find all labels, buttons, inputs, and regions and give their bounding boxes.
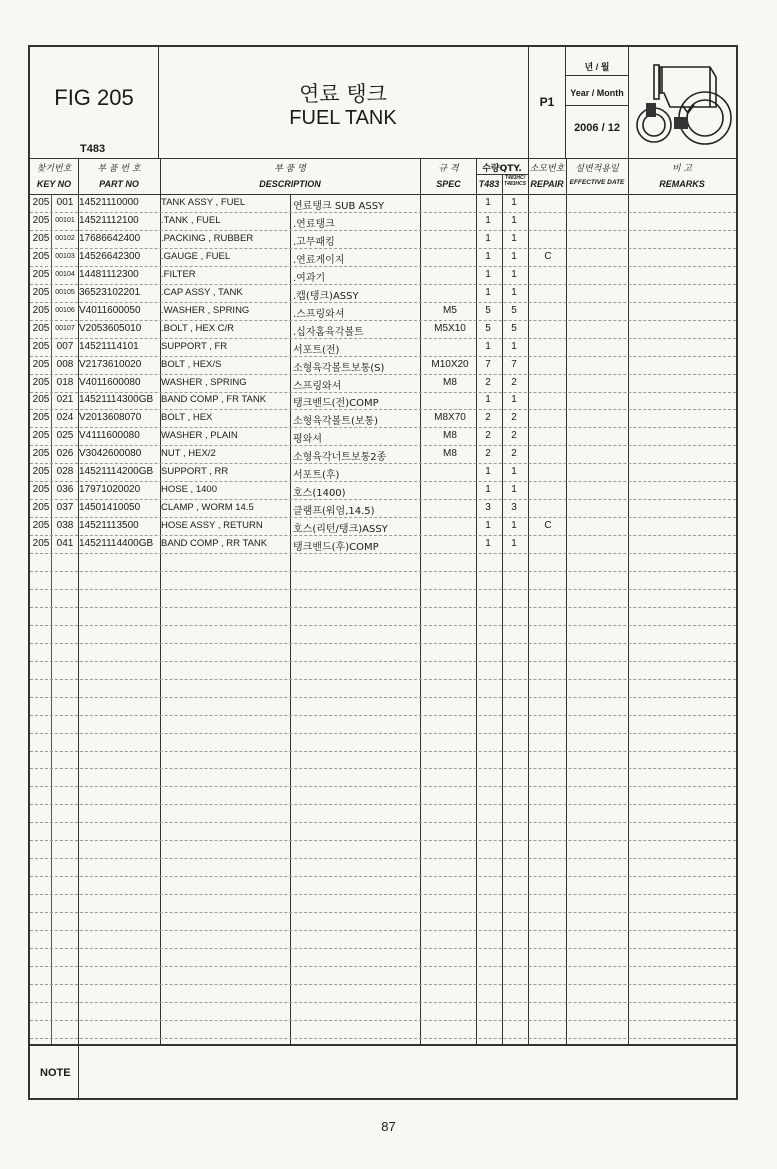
cell-pn: V4111600080 xyxy=(79,430,140,442)
cell-k1: 205 xyxy=(32,502,50,514)
cell-desc: .GAUGE , FUEL xyxy=(161,250,231,262)
cell-q1: 5 xyxy=(485,304,491,316)
cell-k1: 205 xyxy=(32,214,50,226)
tractor-icon xyxy=(630,55,734,151)
empty-row xyxy=(30,750,736,769)
col-repair-ko: 소모번호 xyxy=(529,164,565,174)
page-code: P1 xyxy=(539,95,555,109)
cell-q1: 1 xyxy=(485,250,491,262)
cell-q2: 1 xyxy=(511,340,517,352)
empty-row xyxy=(30,643,736,662)
cell-k1: 205 xyxy=(32,376,50,388)
empty-row xyxy=(30,894,736,913)
cell-ko: 소형육각너트보통2종 xyxy=(293,452,387,464)
cell-k2: 036 xyxy=(56,484,74,496)
cell-k2: 007 xyxy=(56,340,74,352)
cell-ko: 소형육각볼트(보통) xyxy=(293,416,379,428)
cell-q2: 1 xyxy=(511,466,517,478)
cell-desc: .BOLT , HEX C/R xyxy=(161,322,235,334)
cell-k1: 205 xyxy=(32,268,50,280)
cell-ko: 호스(1400) xyxy=(293,488,346,500)
table-row xyxy=(30,499,736,518)
table-row xyxy=(30,194,736,213)
col-key-ko: 찾기번호 xyxy=(36,164,72,174)
table-row xyxy=(30,248,736,267)
cell-k2: 018 xyxy=(56,376,74,388)
cell-ko: 스프링와셔 xyxy=(293,380,342,392)
sheet-header xyxy=(30,47,736,159)
cell-desc: .FILTER xyxy=(161,268,196,280)
cell-k1: 205 xyxy=(32,286,50,298)
cell-pn: 36523102201 xyxy=(79,286,141,298)
cell-q1: 1 xyxy=(485,394,491,406)
cell-spec: M8 xyxy=(443,430,457,442)
empty-row xyxy=(30,607,736,626)
table-row xyxy=(30,463,736,482)
cell-ko: .스프링와셔 xyxy=(293,308,345,320)
table-row xyxy=(30,445,736,464)
cell-q1: 1 xyxy=(485,466,491,478)
empty-row xyxy=(30,822,736,841)
model-code: T483 xyxy=(80,143,106,155)
cell-ko: 탱크밴드(전)COMP xyxy=(293,398,379,410)
empty-row xyxy=(30,625,736,644)
table-row xyxy=(30,427,736,446)
cell-k1: 205 xyxy=(32,448,50,460)
cell-desc: .PACKING , RUBBER xyxy=(161,232,254,244)
col-desc-ko: 부 품 명 xyxy=(274,164,306,174)
cell-q2: 1 xyxy=(511,214,517,226)
empty-row xyxy=(30,984,736,1003)
cell-q2: 1 xyxy=(511,484,517,496)
cell-k2: 001 xyxy=(56,197,74,208)
cell-q2: 5 xyxy=(511,304,517,316)
year-month-korean: 년 / 월 xyxy=(584,62,610,72)
empty-row xyxy=(30,661,736,680)
cell-ko: 서포트(후) xyxy=(293,470,340,482)
cell-desc: BOLT , HEX/S xyxy=(161,358,222,370)
cell-k1: 205 xyxy=(32,538,50,550)
parts-sheet xyxy=(28,45,738,1100)
cell-desc: BOLT , HEX xyxy=(161,412,213,424)
cell-k1: 205 xyxy=(32,484,50,496)
cell-pn: 14521114200GB xyxy=(79,466,154,478)
cell-desc: HOSE ASSY , RETURN xyxy=(161,520,263,532)
cell-spec: M10X20 xyxy=(431,358,469,370)
cell-k2: 024 xyxy=(56,412,74,424)
cell-spec: M8 xyxy=(443,448,457,460)
table-row xyxy=(30,212,736,231)
cell-pn: 14521114400GB xyxy=(79,538,154,550)
cell-q1: 7 xyxy=(485,358,491,370)
cell-k2: 00106 xyxy=(55,306,75,314)
table-row xyxy=(30,284,736,303)
cell-k2: 038 xyxy=(56,520,74,532)
cell-rep: C xyxy=(544,520,552,532)
cell-pn: 14521114101 xyxy=(79,340,139,352)
cell-q1: 2 xyxy=(485,376,491,388)
table-row xyxy=(30,391,736,410)
cell-ko: 소형육각볼트보통(S) xyxy=(293,362,385,374)
cell-pn: V2053605010 xyxy=(79,322,142,334)
empty-row xyxy=(30,553,736,572)
table-row xyxy=(30,338,736,357)
cell-ko: .십자홈육각볼트 xyxy=(293,326,364,338)
cell-q1: 3 xyxy=(485,502,491,514)
cell-ko: .연료탱크 xyxy=(293,218,335,230)
col-effective: EFFECTIVE DATE xyxy=(569,179,625,186)
empty-row xyxy=(30,589,736,608)
cell-pn: 14481112300 xyxy=(79,268,139,280)
cell-spec: M5 xyxy=(443,304,457,316)
table-row xyxy=(30,517,736,536)
cell-pn: V2173610020 xyxy=(79,358,142,370)
cell-q1: 1 xyxy=(485,268,491,280)
title-english: FUEL TANK xyxy=(289,107,397,129)
cell-k2: 00104 xyxy=(55,270,75,278)
cell-q1: 2 xyxy=(485,412,491,424)
table-row xyxy=(30,320,736,339)
cell-k1: 205 xyxy=(32,322,50,334)
cell-q2: 2 xyxy=(511,412,517,424)
cell-k2: 037 xyxy=(56,502,74,514)
cell-q2: 1 xyxy=(511,232,517,244)
cell-desc: BAND COMP , RR TANK xyxy=(161,538,268,550)
col-remarks: REMARKS xyxy=(659,179,705,189)
cell-q1: 1 xyxy=(485,484,491,496)
empty-row xyxy=(30,697,736,716)
cell-pn: 14521113500 xyxy=(79,520,139,532)
cell-k1: 205 xyxy=(32,466,50,478)
col-qty-sub: T483HC/ T483HCS xyxy=(504,175,526,187)
col-qty-t483: T483 xyxy=(478,179,500,189)
cell-pn: 14526642300 xyxy=(79,250,141,262)
cell-ko: .캡(탱크)ASSY xyxy=(293,290,359,302)
cell-q2: 7 xyxy=(511,358,517,370)
empty-row xyxy=(30,1020,736,1039)
cell-pn: 14521110000 xyxy=(79,197,139,208)
cell-pn: V4011600050 xyxy=(79,304,141,316)
cell-pn: 17686642400 xyxy=(79,232,141,244)
issue-date: 2006 / 12 xyxy=(574,122,620,134)
cell-desc: SUPPORT , FR xyxy=(161,340,228,352)
cell-q2: 1 xyxy=(511,520,517,532)
cell-ko: 서포트(전) xyxy=(293,344,340,356)
cell-q2: 1 xyxy=(511,394,517,406)
cell-q1: 1 xyxy=(485,520,491,532)
cell-pn: V3042600080 xyxy=(79,448,142,460)
year-month-label: Year / Month xyxy=(570,88,624,98)
cell-desc: TANK ASSY , FUEL xyxy=(161,197,246,208)
figure-number: FIG 205 xyxy=(54,85,134,110)
empty-row xyxy=(30,768,736,787)
col-qty: 수량QTY. xyxy=(482,164,522,174)
cell-q2: 3 xyxy=(511,502,517,514)
empty-row xyxy=(30,876,736,895)
cell-pn: 14521114300GB xyxy=(79,394,154,406)
empty-row xyxy=(30,715,736,734)
cell-q2: 1 xyxy=(511,286,517,298)
cell-k1: 205 xyxy=(32,358,50,370)
cell-q1: 5 xyxy=(485,322,491,334)
cell-k1: 205 xyxy=(32,250,50,262)
cell-q1: 1 xyxy=(485,538,491,550)
cell-desc: WASHER , SPRING xyxy=(161,376,247,388)
cell-ko: .고무패킹 xyxy=(293,236,335,248)
cell-q1: 1 xyxy=(485,197,491,208)
empty-row xyxy=(30,571,736,590)
cell-k1: 205 xyxy=(32,412,50,424)
cell-q1: 1 xyxy=(485,340,491,352)
empty-row xyxy=(30,733,736,752)
cell-q2: 1 xyxy=(511,197,517,208)
cell-q2: 2 xyxy=(511,448,517,460)
cell-ko: 평와셔 xyxy=(293,434,322,446)
cell-k2: 025 xyxy=(56,430,74,442)
column-header xyxy=(30,158,736,195)
col-effective-ko: 설변적용일 xyxy=(575,164,619,174)
cell-k1: 205 xyxy=(32,340,50,352)
cell-k1: 205 xyxy=(32,304,50,316)
col-remarks-ko: 비 고 xyxy=(671,164,693,174)
cell-ko: 연료탱크 SUB ASSY xyxy=(293,201,385,212)
col-key: KEY NO xyxy=(36,179,72,189)
cell-desc: NUT , HEX/2 xyxy=(161,448,216,460)
empty-row xyxy=(30,786,736,805)
cell-k2: 021 xyxy=(56,394,74,406)
cell-spec: M8 xyxy=(443,376,457,388)
note-box xyxy=(30,1044,736,1100)
cell-k1: 205 xyxy=(32,197,50,208)
cell-k2: 028 xyxy=(56,466,74,478)
page-number: 87 xyxy=(381,1119,396,1134)
table-row xyxy=(30,481,736,500)
cell-ko: .연료게이지 xyxy=(293,254,345,266)
col-part-ko: 부 품 번 호 xyxy=(97,164,141,174)
empty-row xyxy=(30,930,736,949)
cell-k2: 041 xyxy=(56,538,74,550)
cell-k1: 205 xyxy=(32,520,50,532)
col-spec-ko: 규 격 xyxy=(438,164,459,174)
cell-k2: 00102 xyxy=(55,234,75,242)
cell-q2: 1 xyxy=(511,250,517,262)
cell-q2: 1 xyxy=(511,268,517,280)
col-spec: SPEC xyxy=(436,179,461,189)
cell-spec: M8X70 xyxy=(434,412,466,424)
cell-desc: .CAP ASSY , TANK xyxy=(161,286,243,298)
cell-k2: 00103 xyxy=(55,252,75,260)
cell-pn: V4011600080 xyxy=(79,376,141,388)
empty-row xyxy=(30,1002,736,1021)
note-label: NOTE xyxy=(40,1067,71,1079)
cell-k1: 205 xyxy=(32,430,50,442)
cell-k2: 00107 xyxy=(55,324,75,332)
cell-k1: 205 xyxy=(32,232,50,244)
cell-q2: 2 xyxy=(511,376,517,388)
table-row xyxy=(30,535,736,554)
empty-row xyxy=(30,840,736,859)
cell-pn: 17971020020 xyxy=(79,484,141,496)
col-desc: DESCRIPTION xyxy=(259,179,321,189)
cell-q1: 2 xyxy=(485,430,491,442)
empty-row xyxy=(30,912,736,931)
cell-ko: 탱크밴드(후)COMP xyxy=(293,542,379,554)
cell-q1: 1 xyxy=(485,214,491,226)
table-row xyxy=(30,302,736,321)
table-row xyxy=(30,409,736,428)
cell-k1: 205 xyxy=(32,394,50,406)
cell-q1: 2 xyxy=(485,448,491,460)
cell-k2: 00101 xyxy=(55,216,75,224)
cell-pn: 14501410050 xyxy=(79,502,141,514)
cell-desc: HOSE , 1400 xyxy=(161,484,217,496)
table-row xyxy=(30,230,736,249)
cell-pn: V2013608070 xyxy=(79,412,142,424)
cell-desc: .TANK , FUEL xyxy=(161,214,221,226)
table-row xyxy=(30,266,736,285)
cell-desc: WASHER , PLAIN xyxy=(161,430,238,442)
cell-q2: 2 xyxy=(511,430,517,442)
cell-k2: 00105 xyxy=(55,288,75,296)
col-repair: REPAIR xyxy=(530,179,564,189)
cell-k2: 008 xyxy=(56,358,74,370)
cell-desc: SUPPORT , RR xyxy=(161,466,229,478)
cell-desc: CLAMP , WORM 14.5 xyxy=(161,502,254,514)
empty-row xyxy=(30,858,736,877)
cell-desc: BAND COMP , FR TANK xyxy=(161,394,267,406)
table-row xyxy=(30,356,736,375)
empty-row xyxy=(30,804,736,823)
cell-rep: C xyxy=(544,250,552,262)
cell-pn: 14521112100 xyxy=(79,214,139,226)
cell-q2: 1 xyxy=(511,538,517,550)
cell-ko: 호스(리턴/탱크)ASSY xyxy=(293,524,388,536)
cell-q1: 1 xyxy=(485,286,491,298)
empty-row xyxy=(30,966,736,985)
empty-row xyxy=(30,948,736,967)
cell-spec: M5X10 xyxy=(434,322,466,334)
cell-q1: 1 xyxy=(485,232,491,244)
title-korean: 연료 탱크 xyxy=(299,82,387,106)
cell-k2: 026 xyxy=(56,448,74,460)
cell-desc: .WASHER , SPRING xyxy=(161,304,250,316)
cell-ko: 클램프(워엄,14.5) xyxy=(293,506,375,518)
table-row xyxy=(30,374,736,393)
col-part: PART NO xyxy=(99,179,139,189)
figure-box xyxy=(30,47,158,158)
cell-ko: .여과기 xyxy=(293,272,326,284)
empty-row xyxy=(30,679,736,698)
cell-q2: 5 xyxy=(511,322,517,334)
